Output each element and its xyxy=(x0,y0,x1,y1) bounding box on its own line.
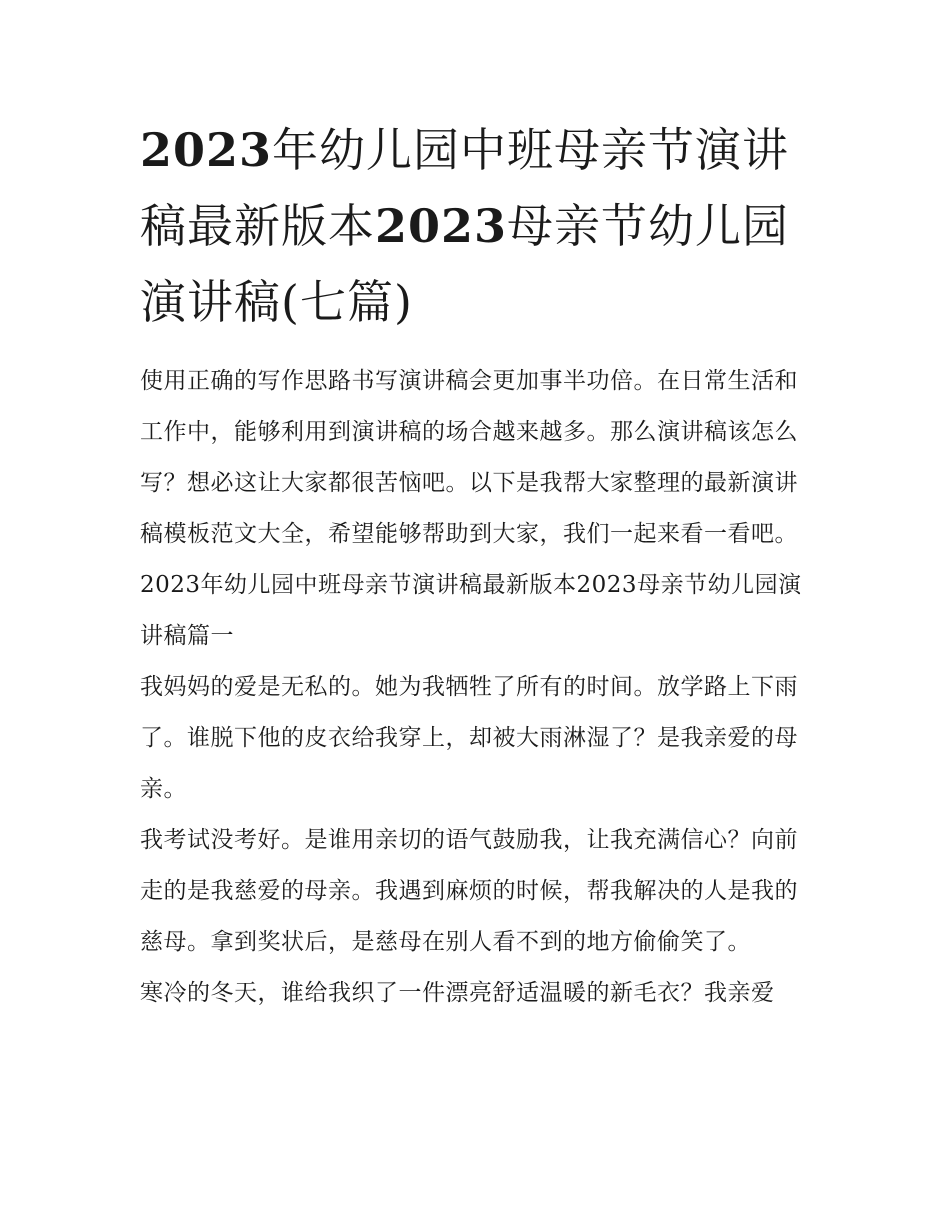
body-paragraph: 我妈妈的爱是无私的。她为我牺牲了所有的时间。放学路上下雨了。谁脱下他的皮衣给我穿上，却被大雨淋湿了？是我亲爱的母亲。 xyxy=(140,674,798,802)
document-title xyxy=(140,112,812,340)
title-year-1: 2023 xyxy=(140,123,273,177)
document-page xyxy=(140,112,812,1019)
section-heading: 2023年幼儿园中班母亲节演讲稿最新版本2023母亲节幼儿园演讲稿篇一 xyxy=(140,572,802,649)
title-text-1: 年幼儿园中班母亲节演讲稿最新版本 xyxy=(140,123,790,253)
title-year-2: 2023 xyxy=(375,199,508,253)
intro-paragraph: 使用正确的写作思路书写演讲稿会更加事半功倍。在日常生活和工作中，能够利用到演讲稿的场合越来越多。那么演讲稿该怎么写？想必这让大家都很苦恼吧。以下是我帮大家整理的最新演讲稿模板范文大全，希望能够帮助到大家，我们一起来看一看吧。 xyxy=(140,368,798,547)
title-text-2: 母亲节幼儿园演讲稿(七篇) xyxy=(140,199,790,329)
body-paragraph: 我考试没考好。是谁用亲切的语气鼓励我，让我充满信心？向前走的是我慈爱的母亲。我遇到麻烦的时候，帮我解决的人是我的慈母。拿到奖状后，是慈母在别人看不到的地方偷偷笑了。 xyxy=(140,827,798,955)
body-paragraph: 寒冷的冬天，谁给我织了一件漂亮舒适温暖的新毛衣？我亲爱 xyxy=(140,980,775,1006)
